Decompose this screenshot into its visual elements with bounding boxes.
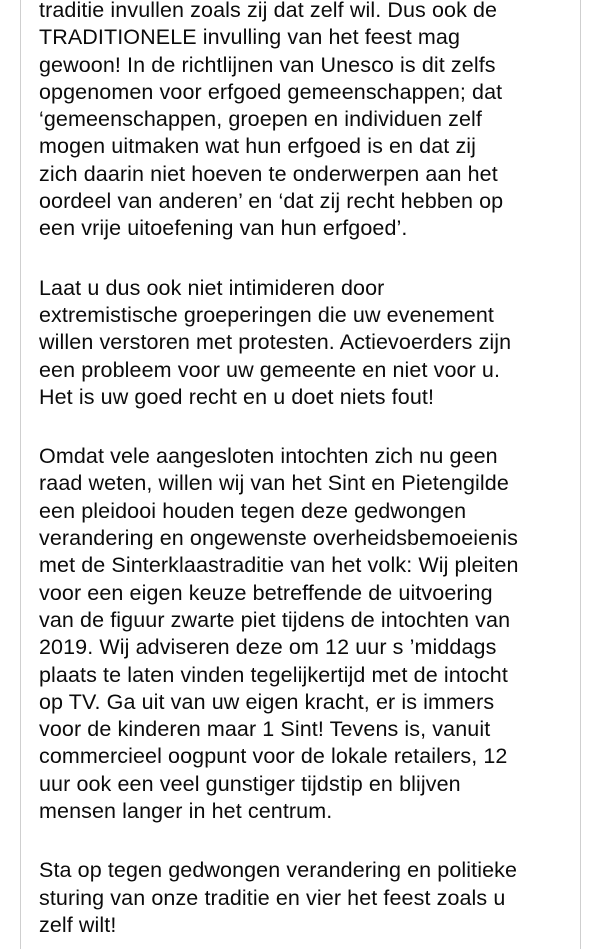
text-line: ‘gemeenschappen, groepen en individuen zelf (39, 107, 482, 132)
text-line: een probleem voor uw gemeente en niet voor u. (39, 357, 501, 382)
text-line: mogen uitmaken wat hun erfgoed is en dat zij (39, 134, 477, 159)
text-line: sturing van onze traditie en vier het feest zoals u (39, 885, 506, 910)
text-line: Omdat vele aangesloten intochten zich nu geen (39, 444, 498, 469)
right-border-line (580, 0, 581, 949)
paragraph-plea (39, 443, 579, 825)
text-line: van de figuur zwarte piet tijdens de intochten van (39, 607, 511, 632)
text-line: met de Sinterklaastraditie van het volk: Wij pleiten (39, 553, 519, 578)
text-line: voor de kinderen maar 1 Sint! Tevens is, vanuit (39, 717, 491, 742)
text-line: zelf wilt! (39, 912, 117, 937)
text-line: mensen langer in het centrum. (39, 799, 333, 824)
post-body (39, 0, 579, 949)
text-line: extremistische groeperingen die uw evenement (39, 302, 494, 327)
text-line: commercieel oogpunt voor de lokale retailers, 12 (39, 744, 508, 769)
text-line: voor een eigen keuze betreffende de uitvoering (39, 580, 493, 605)
text-line: plaats te laten vinden tegelijkertijd met de intocht (39, 662, 508, 687)
text-line: uur ook een veel gunstiger tijdstip en blijven (39, 771, 461, 796)
text-line: gewoon! In de richtlijnen van Unesco is dit zelfs (39, 52, 496, 77)
text-line: op TV. Ga uit van uw eigen kracht, er is immers (39, 689, 495, 714)
text-line: een pleidooi houden tegen deze gedwongen (39, 498, 467, 523)
paragraph-unesco (39, 0, 579, 243)
text-line: Het is uw goed recht en u doet niets fout! (39, 384, 435, 409)
text-line: oordeel van anderen’ en ‘dat zij recht hebben op (39, 189, 504, 214)
text-line: traditie invullen zoals zij dat zelf wil. Dus ook de (39, 0, 498, 22)
text-line: verandering en ongewenste overheidsbemoeienis (39, 526, 519, 551)
text-line: een vrije uitoefening van hun erfgoed’. (39, 216, 408, 241)
text-line: TRADITIONELE invulling van het feest mag (39, 25, 461, 50)
text-line: 2019. Wij adviseren deze om 12 uur s ’middags (39, 635, 497, 660)
text-line: opgenomen voor erfgoed gemeenschappen; dat (39, 79, 503, 104)
text-line: raad weten, willen wij van het Sint en Pietengilde (39, 471, 509, 496)
text-line: willen verstoren met protesten. Actievoerders zijn (39, 330, 512, 355)
text-line: Laat u dus ook niet intimideren door (39, 275, 385, 300)
paragraph-call-to-action (39, 857, 579, 939)
text-line: Sta op tegen gedwongen verandering en politieke (39, 858, 518, 883)
text-line: zich daarin niet hoeven te onderwerpen aan het (39, 161, 498, 186)
paragraph-intimidation (39, 275, 579, 411)
left-border-line (20, 0, 21, 949)
